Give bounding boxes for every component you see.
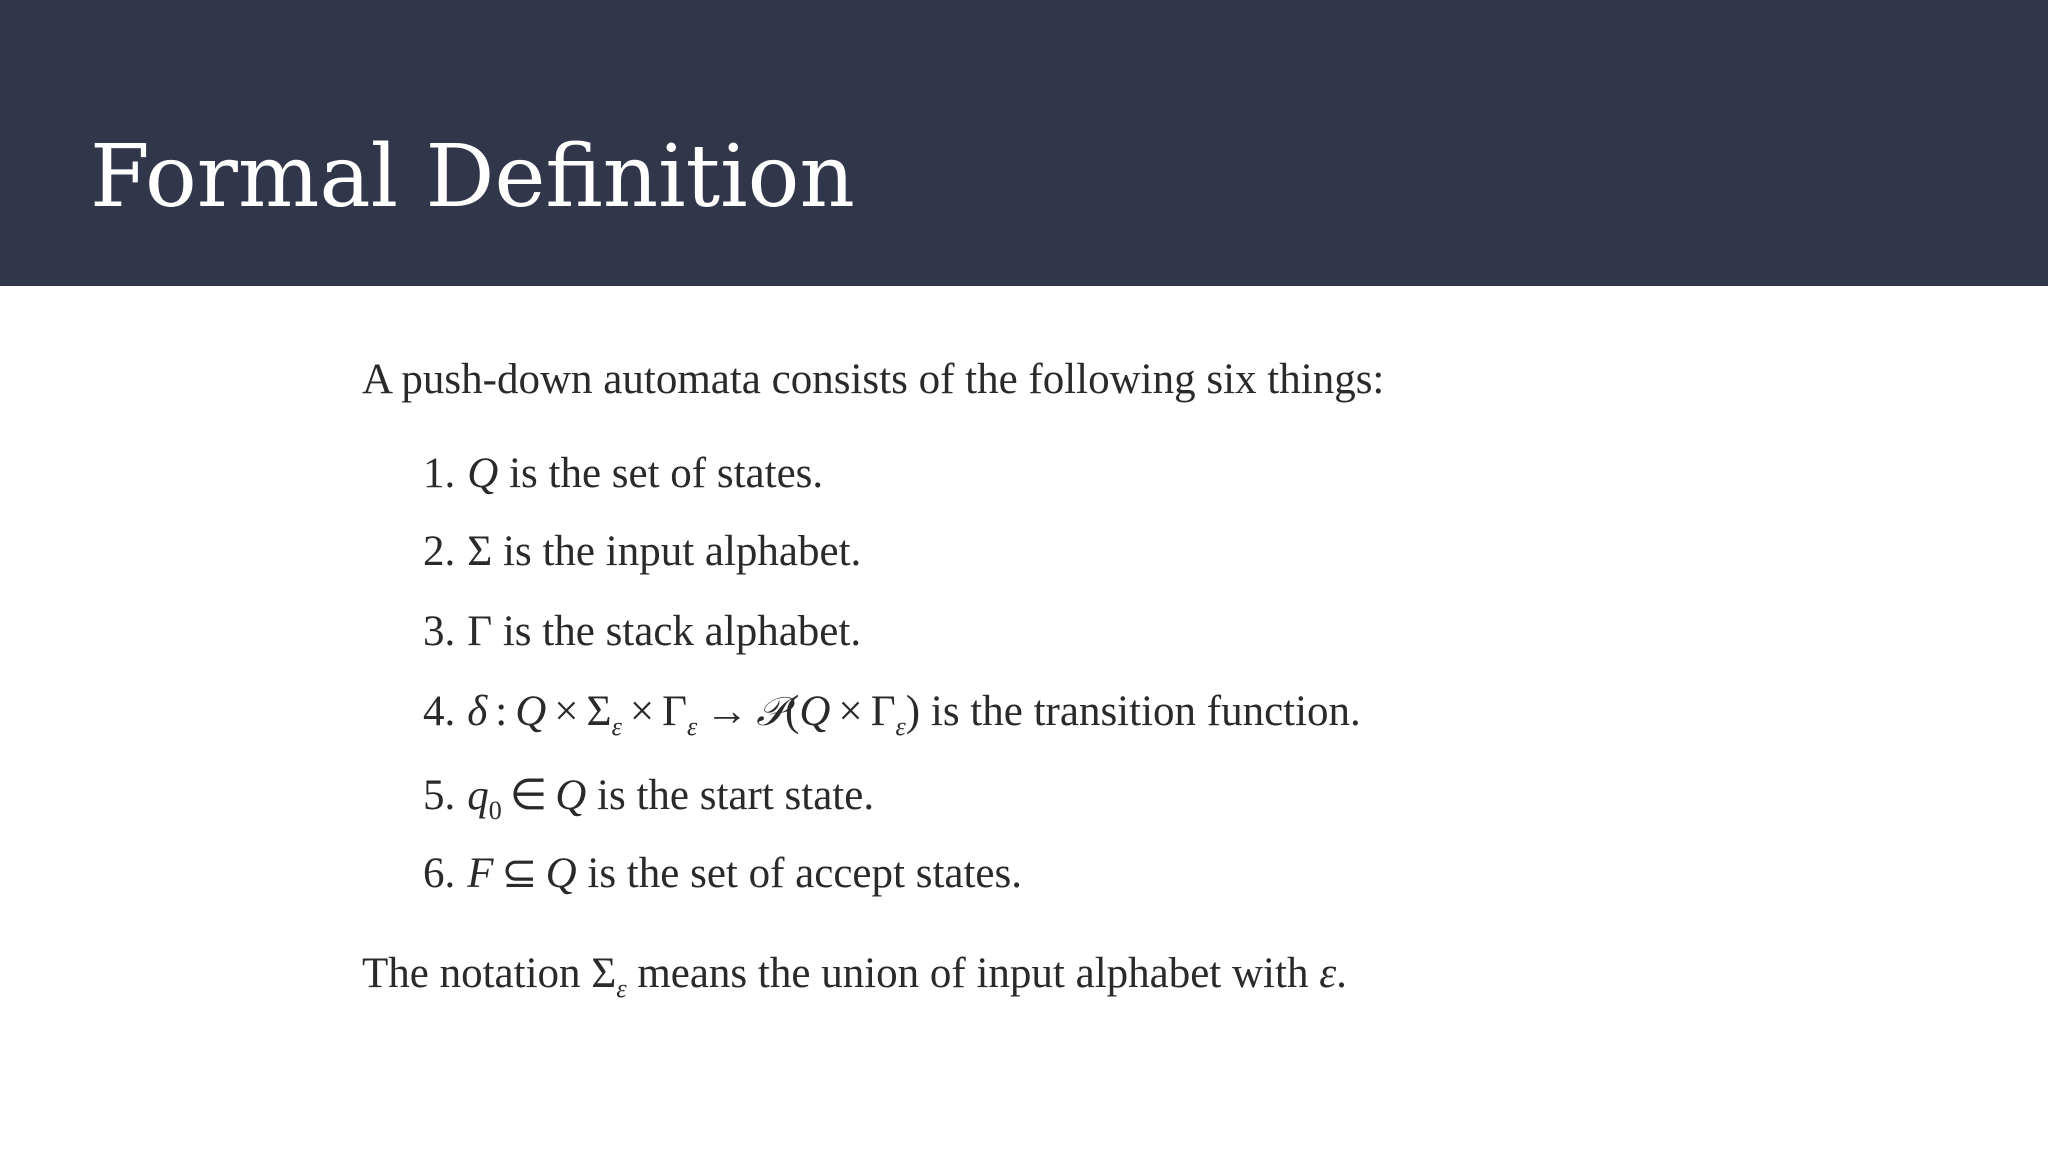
item-text: is the set of states. [509, 450, 824, 497]
list-item-stack-alphabet [423, 604, 861, 660]
item-number: 4. [423, 688, 456, 735]
notation-prefix: The notation [362, 950, 581, 997]
list-item-accept-states [423, 846, 1022, 902]
list-item-start-state [423, 768, 874, 824]
intro-text: A push-down automata consists of the following six things: [362, 356, 1385, 403]
item-text: is the transition function. [930, 688, 1361, 735]
item-text: is the set of accept states. [587, 850, 1022, 897]
math-transition-signature: δ : $Q \times \Sigma_\varepsilon \times \Gamma_\varepsilon$ → 𝒫(Q × $\Gamma_\varepsilon$) [467, 688, 921, 741]
item-text: is the start state. [597, 772, 875, 819]
list-item-transition-function [423, 684, 1361, 740]
math-sigma: Σ [467, 528, 493, 575]
notation-period: . [1336, 950, 1347, 997]
item-text: is the stack alphabet. [502, 608, 862, 655]
item-number: 5. [423, 772, 456, 819]
item-number: 3. [423, 608, 456, 655]
item-number: 1. [423, 450, 456, 497]
item-number: 2. [423, 528, 456, 575]
item-text: is the input alphabet. [503, 528, 862, 575]
math-gamma: Γ [467, 608, 493, 655]
list-item-input-alphabet [423, 524, 861, 580]
math-q: Q [467, 450, 499, 497]
math-q0-in-q: $q_0$ ∈ Q [467, 772, 587, 825]
slide-title: Formal Definition [90, 127, 855, 227]
notation-epsilon: ε [1319, 950, 1337, 997]
notation-subscript: ε [616, 974, 627, 1003]
item-number: 6. [423, 850, 456, 897]
definition-body [0, 286, 2048, 1152]
notation-note [362, 946, 1347, 1002]
list-item-states [423, 446, 823, 502]
title-bar [0, 0, 2048, 286]
math-f-subset-q: F ⊆ Q [467, 850, 577, 897]
notation-sigma: Σ [591, 950, 617, 997]
notation-suffix: means the union of input alphabet with [637, 950, 1309, 997]
